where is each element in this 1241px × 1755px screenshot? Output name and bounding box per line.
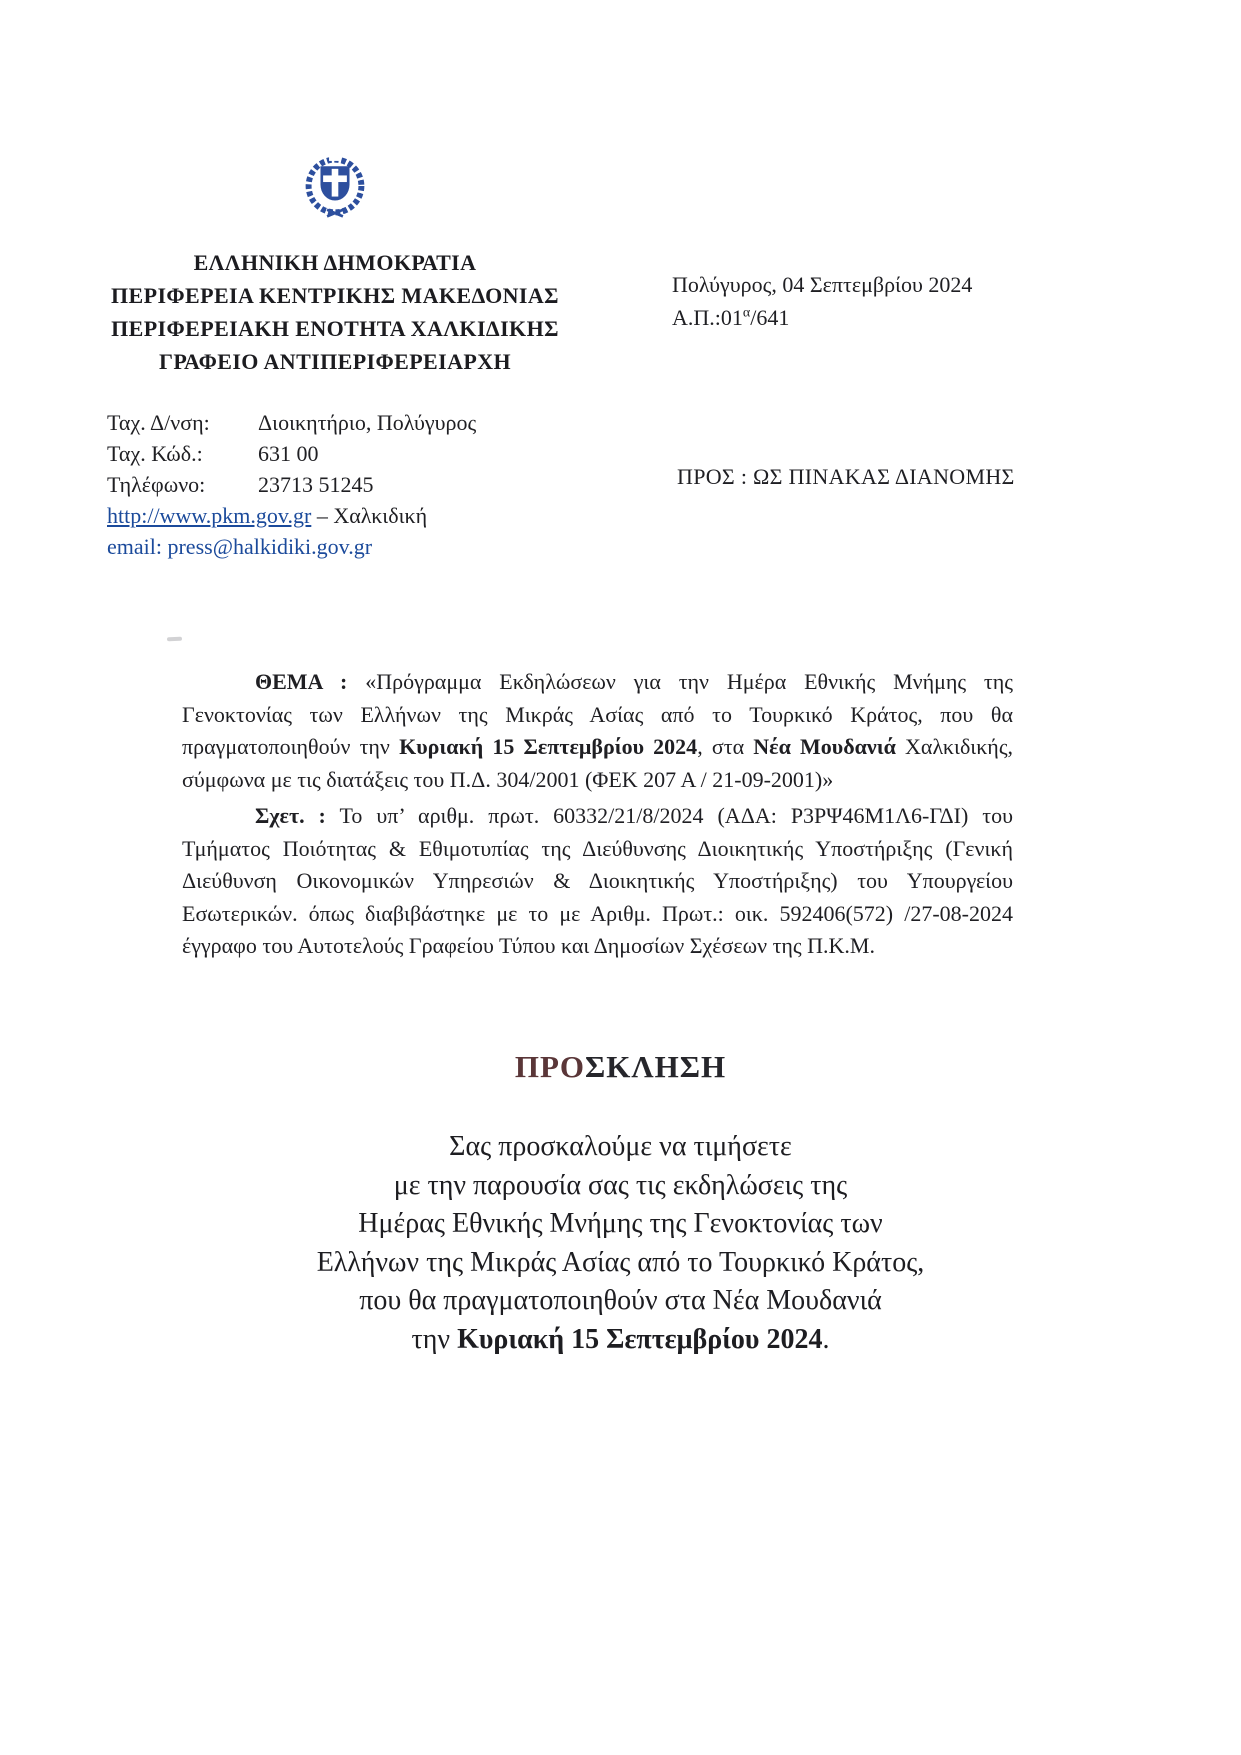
invitation-title-part1: ΠΡΟ xyxy=(514,1049,586,1084)
related-text: Το υπ’ αριθμ. πρωτ. 60332/21/8/2024 (ΑΔΑ: Ρ3ΡΨ46Μ1Λ6-ΓΔΙ) του Τμήματος Ποιότητας & Εθιμοτυπίας της Διεύθυνσης Διοικητικής Υποστήριξης (Γενική Διεύθυνση Οικονομικών Υπηρεσιών & Διοικητικής Υποστήριξης) του Υπουργείου Εσωτερικών. όπως διαβιβάστηκε με το με Αριθμ. Πρωτ.: οικ. 592406(572) /27-08-2024 έγγραφο του Αυτοτελούς Γραφείου Τύπου και Δημοσίων Σχέσεων της Π.Κ.Μ. xyxy=(182,803,1013,958)
invitation-bold-date: Κυριακή 15 Σεπτεμβρίου 2024 xyxy=(457,1323,823,1355)
recipient-line: ΠΡΟΣ : ΩΣ ΠΙΝΑΚΑΣ ΔΙΑΝΟΜΗΣ xyxy=(677,464,1015,489)
invitation-last-line: την Κυριακή 15 Σεπτεμβρίου 2024. xyxy=(411,1323,830,1355)
header-line-regional-unit: ΠΕΡΙΦΕΡΕΙΑΚΗ ΕΝΟΤΗΤΑ ΧΑΛΚΙΔΙΚΗΣ xyxy=(111,316,559,341)
invitation-line: Ελλήνων της Μικράς Ασίας από το Τουρκικό Κράτος, xyxy=(316,1246,925,1278)
protocol-superscript: α xyxy=(742,305,751,321)
subject-label: ΘΕΜΑ : xyxy=(255,669,348,694)
hellenic-republic-emblem-icon xyxy=(302,148,368,224)
contact-value: 23713 51245 xyxy=(258,472,374,497)
related-paragraph xyxy=(182,800,1013,963)
subject-bold-place: Νέα Μουδανιά xyxy=(753,734,896,759)
contact-row-phone xyxy=(107,469,476,500)
invitation-line: που θα πραγματοποιηθούν στα Νέα Μουδανιά xyxy=(359,1285,882,1316)
contact-label: Ταχ. Δ/νση: xyxy=(107,410,210,435)
email-link[interactable]: email: press@halkidiki.gov.gr xyxy=(107,534,373,559)
header-line-region: ΠΕΡΙΦΕΡΕΙΑ ΚΕΝΤΡΙΚΗΣ ΜΑΚΕΔΟΝΙΑΣ xyxy=(111,283,559,308)
contact-block xyxy=(107,407,476,562)
website-line xyxy=(107,500,476,531)
subject-paragraph xyxy=(182,666,1013,796)
related-label: Σχετ. : xyxy=(255,803,326,828)
place-date: Πολύγυρος, 04 Σεπτεμβρίου 2024 xyxy=(672,272,973,297)
subject-text-3: Χαλκιδικής, σύμφωνα με τις διατάξεις του Π.Δ. 304/2001 (ΦΕΚ 207 Α / 21-09-2001)» xyxy=(182,734,1014,792)
header-line-republic: ΕΛΛΗΝΙΚΗ ΔΗΜΟΚΡΑΤΙΑ xyxy=(193,250,477,275)
website-suffix: – Χαλκιδική xyxy=(311,503,428,528)
contact-row-address xyxy=(107,407,476,438)
website-link[interactable]: http://www.pkm.gov.gr xyxy=(107,503,312,528)
contact-value: 631 00 xyxy=(258,441,319,466)
subject-text-1: «Πρόγραμμα Εκδηλώσεων για την Ημέρα Εθνικής Μνήμης της Γενοκτονίας των Ελλήνων της Μικράς Ασίας από το Τουρκικό Κράτος, που θα πραγματοποιηθούν την xyxy=(182,669,1013,759)
reference-block xyxy=(672,268,972,334)
protocol-number: $A.\Pi.:01^\alpha/641$ xyxy=(672,305,790,330)
invitation-title-part2: ΣΚΛΗΣΗ xyxy=(585,1049,727,1084)
contact-value: Διοικητήριο, Πολύγυρος xyxy=(258,410,477,435)
contact-label: Τηλέφωνο: xyxy=(107,472,206,497)
contact-label: Ταχ. Κώδ.: xyxy=(107,441,203,466)
contact-row-postcode xyxy=(107,438,476,469)
scan-artifact xyxy=(167,637,182,642)
invitation-body xyxy=(0,1128,1241,1359)
invitation-line: Σας προσκαλούμε να τιμήσετε xyxy=(449,1131,792,1162)
header-line-office: ΓΡΑΦΕΙΟ ΑΝΤΙΠΕΡΙΦΕΡΕΙΑΡΧΗ xyxy=(158,349,512,374)
subject-text-2: , στα xyxy=(697,734,745,759)
letter-body xyxy=(182,666,1013,963)
invitation-line: με την παρουσία σας τις εκδηλώσεις της xyxy=(393,1169,848,1201)
invitation-line: Ημέρας Εθνικής Μνήμης της Γενοκτονίας των xyxy=(358,1208,883,1239)
letterhead xyxy=(95,148,575,378)
invitation-title xyxy=(0,1049,1241,1085)
subject-bold-date: Κυριακή 15 Σεπτεμβρίου 2024 xyxy=(399,734,698,759)
